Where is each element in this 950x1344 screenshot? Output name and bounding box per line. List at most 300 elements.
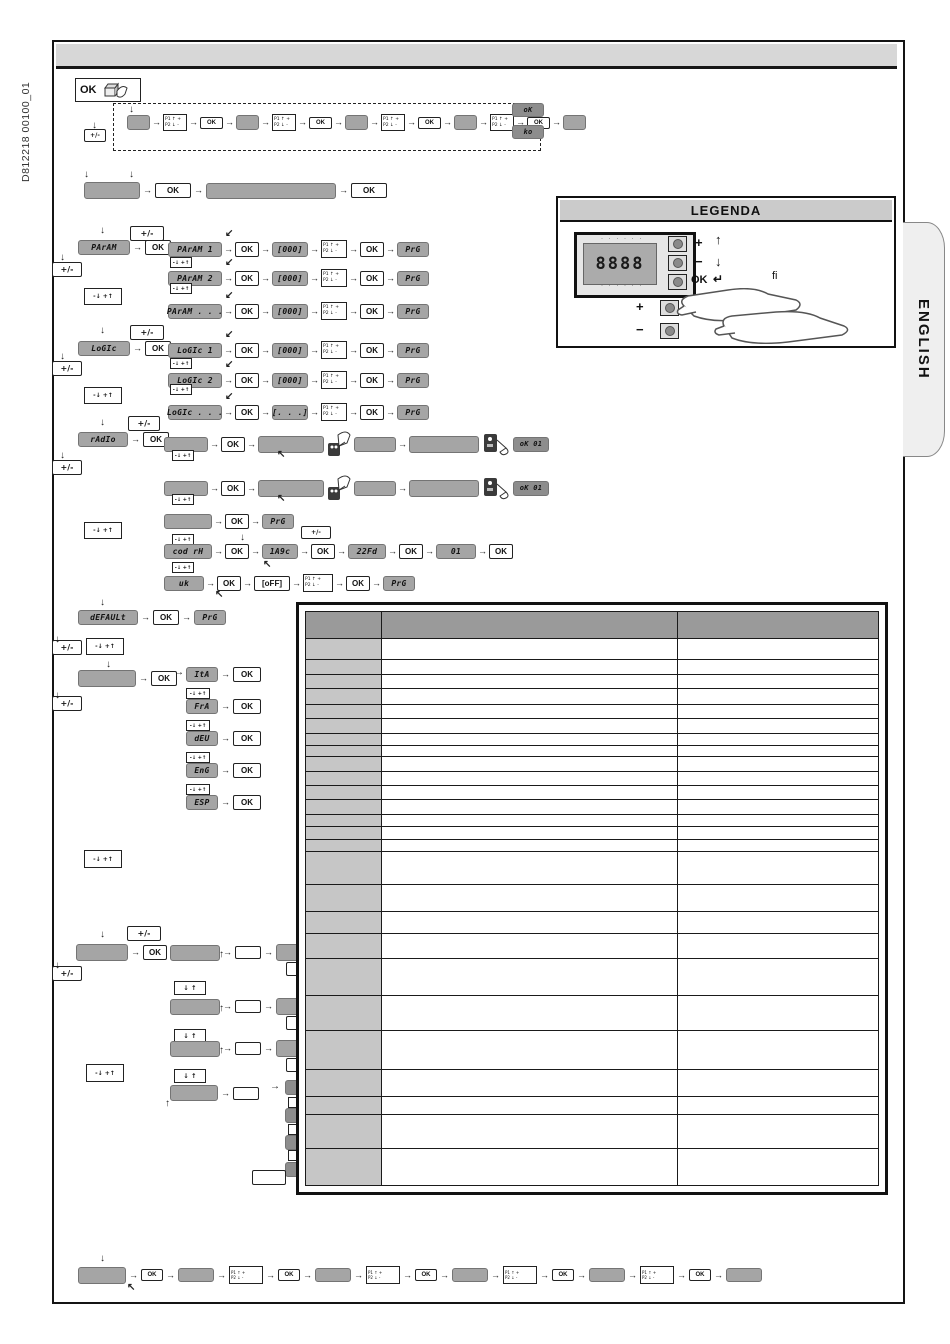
table-cell <box>382 885 678 912</box>
table-cell <box>678 639 879 660</box>
ok-step: OK <box>155 183 191 198</box>
table-cell <box>306 1031 382 1070</box>
arrow-right-icon <box>224 307 233 316</box>
arrow-right-icon <box>540 1271 549 1280</box>
ok-step: OK <box>145 240 171 255</box>
arrow-down-left-icon <box>225 360 233 370</box>
arrow-down-icon <box>240 533 245 543</box>
plus-minus-box: +/- <box>130 325 164 340</box>
ok-step: OK <box>360 373 384 388</box>
language-tab <box>903 222 945 457</box>
table-cell <box>678 659 879 674</box>
table-cell <box>678 733 879 745</box>
table-row <box>306 1031 879 1070</box>
ok-step: OK <box>217 576 241 591</box>
arrow-right-icon <box>270 1082 280 1092</box>
arrow-right-icon <box>349 376 358 385</box>
table-cell <box>678 885 879 912</box>
ok-step: OK <box>689 1269 711 1281</box>
arrow-down-left-icon <box>225 229 233 239</box>
logic-item-row <box>168 371 429 389</box>
key-p1: P1 ↑ + <box>323 243 339 249</box>
table-cell <box>678 704 879 718</box>
scroll-keys-box: -↓ +↑ <box>172 450 194 461</box>
prompt-box <box>258 436 324 453</box>
radio-uk-row <box>164 574 415 592</box>
arrow-right-icon <box>425 547 434 556</box>
language-item: ItA <box>186 667 218 682</box>
arrow-right-icon <box>443 118 452 127</box>
scroll-keys-box: -↓ +↑ <box>186 688 210 699</box>
arrow-right-icon <box>349 307 358 316</box>
bottom-menu-box <box>78 1267 126 1284</box>
language-item: EnG <box>186 763 218 778</box>
arrow-down-icon <box>60 451 65 461</box>
arrow-right-icon <box>334 118 343 127</box>
hand-remote-icon <box>326 475 352 501</box>
table-row <box>306 1097 879 1115</box>
table-cell <box>678 827 879 839</box>
arrow-down-left-icon <box>225 291 233 301</box>
ok-step: OK <box>552 1269 574 1281</box>
ok-step: OK <box>360 271 384 286</box>
table-cell <box>306 746 382 757</box>
ok-entry-label: OK <box>80 84 97 96</box>
plus-minus-box: +/- <box>52 262 82 277</box>
key-p1: P1 ↑ + <box>492 116 508 122</box>
arrow-right-icon <box>370 118 379 127</box>
arrow-right-icon <box>310 274 319 283</box>
table-row <box>306 1070 879 1097</box>
key-p2: P2 ↓ - <box>323 412 337 417</box>
hand-remote-icon <box>326 431 352 457</box>
arrow-down-icon <box>84 170 89 180</box>
prg-box: PrG <box>262 514 294 529</box>
arrow-right-icon <box>131 948 140 957</box>
language-item: FrA <box>186 699 218 714</box>
cod-rh-box: cod rH <box>164 544 212 559</box>
document-code: D812218 00100_01 <box>20 81 32 182</box>
key-p1: P1 ↑ + <box>323 344 339 350</box>
prg-box: PrG <box>397 242 429 257</box>
table-cell <box>306 733 382 745</box>
arrow-right-icon <box>189 118 198 127</box>
arrow-right-icon <box>223 948 232 957</box>
table-row <box>306 689 879 704</box>
table-cell <box>382 1070 678 1097</box>
arrow-right-icon <box>310 346 319 355</box>
arrow-right-icon <box>479 118 488 127</box>
language-menu-box <box>78 670 136 687</box>
ok-step: OK <box>278 1269 300 1281</box>
arrow-down-icon <box>100 1254 105 1264</box>
table-row <box>306 799 879 814</box>
ok-step: OK <box>235 405 259 420</box>
arrow-right-icon <box>628 1271 637 1280</box>
table-row <box>306 675 879 689</box>
arrow-right-icon <box>292 579 301 588</box>
arrow-right-icon <box>214 517 223 526</box>
key-p2: P2 ↓ - <box>383 122 397 128</box>
ok-result-box: oK <box>512 103 544 117</box>
table-row <box>306 639 879 660</box>
table-row <box>306 786 879 799</box>
table-cell <box>678 996 879 1031</box>
table-cell <box>382 733 678 745</box>
key-p1: P1 ↑ + <box>323 406 339 412</box>
language-item: dEU <box>186 731 218 746</box>
ok-step: OK <box>235 271 259 286</box>
legend-title: LEGENDA <box>560 200 892 222</box>
table-cell <box>306 1148 382 1185</box>
table-cell <box>382 911 678 934</box>
ok-step: OK <box>143 945 167 960</box>
blinking-menu-box <box>84 182 140 199</box>
table-cell <box>306 852 382 885</box>
language-item-row <box>186 731 261 746</box>
table-cell <box>306 959 382 996</box>
table-cell <box>306 704 382 718</box>
plus-minus-keys-icon <box>163 114 187 131</box>
key-p2: P2 ↓ - <box>323 380 337 385</box>
arrow-down-icon <box>100 226 105 236</box>
arrow-right-icon <box>214 547 223 556</box>
table-row <box>306 771 879 785</box>
scroll-keys-box: -↓ +↑ <box>86 1064 124 1082</box>
value-box: [000] <box>272 373 308 388</box>
ok-step: OK <box>225 514 249 529</box>
plus-minus-box: +/- <box>127 926 161 941</box>
radio-erase-row <box>164 514 294 529</box>
language-item-row <box>186 699 261 714</box>
key-p1: P1 ↑ + <box>368 1270 383 1275</box>
arrow-down-icon <box>129 170 134 180</box>
table-row <box>306 1148 879 1185</box>
plus-minus-keys-icon <box>490 114 514 131</box>
scroll-keys-box: -↓ +↑ <box>172 534 194 545</box>
plus-minus-keys-icon <box>321 240 347 258</box>
table-row <box>306 733 879 745</box>
arrow-right-icon <box>251 517 260 526</box>
radio-add-row <box>164 474 549 502</box>
arrow-down-left-icon <box>225 258 233 268</box>
arrow-right-icon <box>398 484 407 493</box>
table-cell <box>382 1148 678 1185</box>
display-step <box>454 115 477 130</box>
header-bar <box>56 44 897 69</box>
key-p2: P2 ↓ - <box>274 122 288 128</box>
table-cell <box>306 839 382 851</box>
default-menu-row <box>78 610 226 625</box>
plus-minus-keys-icon <box>321 302 347 320</box>
arrow-right-icon <box>310 307 319 316</box>
param-item: PArAM 2 <box>168 271 222 286</box>
key-p2: P2 ↓ - <box>323 311 337 316</box>
arrow-right-icon <box>300 547 309 556</box>
minus-label: − <box>695 254 703 269</box>
ok-step: OK <box>233 763 261 778</box>
prompt-box <box>354 481 396 496</box>
ok-step: OK <box>311 544 335 559</box>
arrow-right-icon <box>552 118 561 127</box>
language-tab-label: ENGLISH <box>915 299 932 380</box>
table-cell <box>306 996 382 1031</box>
table-cell <box>382 839 678 851</box>
prg-box: PrG <box>383 576 415 591</box>
scroll-keys-box: -↓ +↑ <box>170 283 192 294</box>
arrow-up-left-icon <box>277 494 285 504</box>
arrow-down-icon <box>100 598 105 608</box>
arrow-right-icon <box>677 1271 686 1280</box>
plus-minus-box: +/- <box>52 460 82 475</box>
plus-minus-box: +/- <box>84 129 106 142</box>
logic-item: LoGIc 1 <box>168 343 222 358</box>
off-box: [oFF] <box>254 576 290 591</box>
blank-step-box <box>233 1087 259 1100</box>
arrow-right-icon <box>261 307 270 316</box>
table-cell <box>678 757 879 771</box>
table-header-row <box>306 612 879 639</box>
key-p2: P2 ↓ - <box>505 1275 518 1280</box>
scroll-keys-box: -↓ +↑ <box>84 288 122 305</box>
table-cell <box>382 757 678 771</box>
arrow-down-icon <box>60 253 65 263</box>
arrow-down-icon <box>100 326 105 336</box>
table-cell <box>678 959 879 996</box>
value-box: [. . .] <box>272 405 308 420</box>
plus-minus-keys-icon <box>381 114 405 131</box>
prg-box: PrG <box>397 304 429 319</box>
ok-step: OK <box>143 432 169 447</box>
arrow-right-icon <box>221 1089 230 1098</box>
press-ok-button-icon <box>101 79 131 101</box>
arrow-right-icon <box>139 674 148 683</box>
ok-step: OK <box>233 699 261 714</box>
plus-button <box>668 236 687 252</box>
menu-entry-row <box>84 182 387 199</box>
arrow-right-icon <box>225 118 234 127</box>
display-step <box>206 183 336 199</box>
arrow-right-icon <box>440 1271 449 1280</box>
arrow-right-icon <box>133 344 142 353</box>
prg-box: PrG <box>194 610 226 625</box>
arrow-right-icon <box>349 408 358 417</box>
table-cell <box>382 959 678 996</box>
stats-item-box <box>170 1041 220 1057</box>
value-box: [000] <box>272 242 308 257</box>
table-row <box>306 852 879 885</box>
logic-item: LoGIc . . . <box>168 405 222 420</box>
table-row <box>306 815 879 827</box>
table-cell <box>678 675 879 689</box>
ok-step: OK <box>233 667 261 682</box>
arrow-right-icon <box>388 547 397 556</box>
scroll-keys-box: ↓ ↑ <box>174 1069 206 1083</box>
scroll-keys-box: -↓ +↑ <box>84 850 122 868</box>
arrow-down-icon <box>129 105 134 115</box>
blank-step-box <box>235 946 261 959</box>
table-cell <box>678 786 879 799</box>
key-p1: P1 ↑ + <box>274 116 290 122</box>
table-cell <box>306 1114 382 1148</box>
table-header-cell <box>382 612 678 639</box>
ok-step: OK <box>235 242 259 257</box>
arrow-down-left-icon <box>225 392 233 402</box>
arrow-right-icon <box>403 1271 412 1280</box>
ok-step: OK <box>527 117 550 129</box>
display-step <box>236 115 259 130</box>
arrow-right-icon <box>714 1271 723 1280</box>
arrow-right-icon <box>217 1271 226 1280</box>
table-row <box>306 827 879 839</box>
table-cell <box>306 934 382 959</box>
arrow-right-icon <box>349 274 358 283</box>
param-item-row <box>168 269 429 287</box>
table-cell <box>678 852 879 885</box>
key-p2: P2 ↓ - <box>642 1275 655 1280</box>
arrow-down-icon <box>100 930 105 940</box>
arrow-right-icon <box>339 186 348 195</box>
table-cell <box>306 675 382 689</box>
logic-menu: LoGIc <box>78 341 130 356</box>
table-cell <box>678 1031 879 1070</box>
arrow-up-icon <box>219 1046 224 1056</box>
table-cell <box>678 746 879 757</box>
arrow-up-left-icon <box>215 590 223 600</box>
table-cell <box>382 771 678 785</box>
table-cell <box>678 689 879 704</box>
table-row <box>306 885 879 912</box>
blank-step-box <box>235 1000 261 1013</box>
table-row <box>306 719 879 733</box>
plus-minus-keys-icon <box>321 341 347 359</box>
remote-button-icon <box>481 474 511 502</box>
arrow-up-left-icon <box>127 1283 135 1293</box>
table-cell <box>306 659 382 674</box>
table-cell <box>382 639 678 660</box>
ok-step: OK <box>235 373 259 388</box>
arrow-right-icon <box>335 579 344 588</box>
arrow-right-icon <box>206 579 215 588</box>
table-cell <box>382 1114 678 1148</box>
arrow-right-icon <box>310 408 319 417</box>
arrow-right-icon <box>386 245 395 254</box>
plus-minus-keys-icon <box>321 371 347 389</box>
display-step <box>563 115 586 130</box>
table-cell <box>306 786 382 799</box>
radio-function-box <box>164 514 212 529</box>
arrow-right-icon <box>386 408 395 417</box>
logic-item: LoGIc 2 <box>168 373 222 388</box>
arrow-right-icon <box>386 346 395 355</box>
arrow-right-icon <box>223 1044 232 1053</box>
table-cell <box>306 639 382 660</box>
key-p2: P2 ↓ - <box>231 1275 244 1280</box>
table-cell <box>678 1114 879 1148</box>
arrow-right-icon <box>247 440 256 449</box>
display-step <box>589 1268 625 1282</box>
display-step <box>315 1268 351 1282</box>
arrow-up-icon <box>219 950 224 960</box>
ok-step: OK <box>360 405 384 420</box>
stats-item-box <box>170 945 220 961</box>
stats-item-box <box>170 1085 218 1101</box>
ok-step: OK <box>151 671 177 686</box>
scroll-keys-box: -↓ +↑ <box>170 257 192 268</box>
arrow-right-icon <box>174 668 184 678</box>
arrow-right-icon <box>298 118 307 127</box>
ok-step: OK <box>225 544 249 559</box>
scroll-keys-box: -↓ +↑ <box>172 562 194 573</box>
up-arrow-label: ↑ <box>715 232 722 247</box>
key-p1: P1 ↑ + <box>305 577 321 583</box>
value-box: [000] <box>272 304 308 319</box>
table-cell <box>306 799 382 814</box>
arrow-down-icon <box>55 961 60 971</box>
display-step <box>726 1268 762 1282</box>
ok-step: OK <box>418 117 441 129</box>
plus-minus-box: +/- <box>301 526 331 539</box>
table-cell <box>306 771 382 785</box>
enter-symbol: ↵ <box>713 272 724 286</box>
table-cell <box>382 704 678 718</box>
scroll-keys-box: ↓ ↑ <box>174 1029 206 1043</box>
table-cell <box>306 689 382 704</box>
prompt-box <box>354 437 396 452</box>
arrow-right-icon <box>386 274 395 283</box>
table-row <box>306 839 879 851</box>
arrow-down-icon <box>106 660 111 670</box>
table-cell <box>382 719 678 733</box>
down-arrow-label: ↓ <box>715 254 722 269</box>
plus-minus-keys-icon <box>303 574 333 592</box>
table-cell <box>382 815 678 827</box>
arrow-right-icon <box>491 1271 500 1280</box>
key-p2: P2 ↓ - <box>323 278 337 283</box>
table-cell <box>382 786 678 799</box>
table-cell <box>306 1070 382 1097</box>
code-value: 1A9c <box>262 544 298 559</box>
arrow-right-icon <box>478 547 487 556</box>
ok-step: OK <box>489 544 513 559</box>
table-cell <box>678 1097 879 1115</box>
arrow-right-icon <box>243 579 252 588</box>
ok-step: OK <box>415 1269 437 1281</box>
arrow-right-icon <box>152 118 161 127</box>
key-p1: P1 ↑ + <box>505 1270 520 1275</box>
code-value: 01 <box>436 544 476 559</box>
arrow-down-icon <box>60 352 65 362</box>
language-item-row <box>186 763 261 778</box>
arrow-right-icon <box>264 948 273 957</box>
arrow-right-icon <box>224 346 233 355</box>
arrow-right-icon <box>354 1271 363 1280</box>
prompt-box <box>409 480 479 497</box>
arrow-right-icon <box>224 274 233 283</box>
arrow-right-icon <box>266 1271 275 1280</box>
ok-label: OK <box>691 274 708 286</box>
param-menu: PArAM <box>78 240 130 255</box>
table-cell <box>678 799 879 814</box>
arrow-right-icon <box>210 440 219 449</box>
key-p2: P2 ↓ - <box>368 1275 381 1280</box>
table-cell <box>678 934 879 959</box>
arrow-right-icon <box>166 1271 175 1280</box>
arrow-right-icon <box>143 186 152 195</box>
value-box: [000] <box>272 271 308 286</box>
arrow-right-icon <box>223 1002 232 1011</box>
ok-step: OK <box>153 610 179 625</box>
